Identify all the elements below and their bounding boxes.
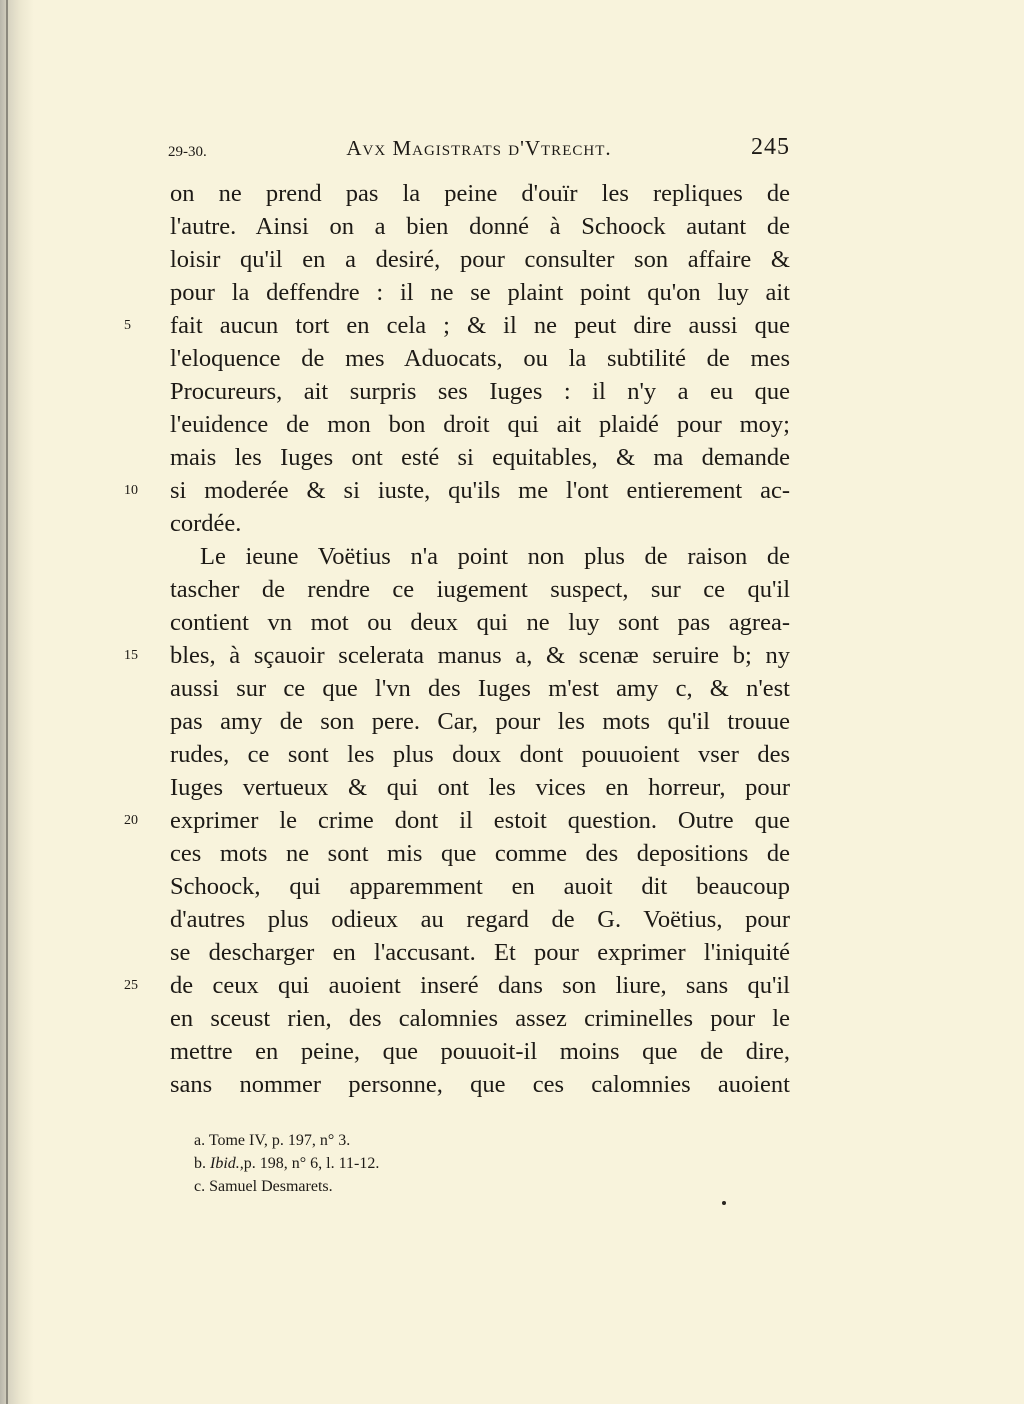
text-line (170, 210, 790, 243)
line-text: l'euidence de mon bon droit qui ait plaidé pour moy; (170, 411, 790, 438)
page-number: 245 (751, 134, 790, 160)
line-text: mettre en peine, que pouuoit-il moins que de dire, (170, 1038, 790, 1065)
text-line (170, 837, 790, 870)
line-text: on ne prend pas la peine d'ouïr les repliques de (170, 180, 790, 207)
line-text: bles, à sçauoir scelerata manus a, & scenæ seruire b; ny (170, 642, 790, 669)
footnote-mark: a. (194, 1132, 206, 1149)
footnote-text: Samuel Desmarets. (209, 1178, 333, 1195)
line-text: loisir qu'il en a desiré, pour consulter son affaire & (170, 246, 790, 273)
text-line (124, 309, 790, 342)
text-line (124, 804, 790, 837)
text-line (170, 606, 790, 639)
line-number: 20 (124, 813, 138, 828)
line-text: se descharger en l'accusant. Et pour exprimer l'iniquité (170, 939, 790, 966)
footnote-ibid: Ibid., (210, 1155, 244, 1172)
text-line (170, 771, 790, 804)
line-text: Schoock, qui apparemment en auoit dit beaucoup (170, 873, 790, 900)
line-text: de ceux qui auoient inseré dans son liure, sans qu'il (170, 972, 790, 999)
line-text: l'eloquence de mes Aduocats, ou la subtilité de mes (170, 345, 790, 372)
text-line (170, 276, 790, 309)
text-line (170, 1002, 790, 1035)
text-line (170, 903, 790, 936)
text-line (170, 738, 790, 771)
text-line (170, 1035, 790, 1068)
text-line (170, 705, 790, 738)
footnote-b (194, 1152, 594, 1175)
footnote-text: Tome IV, p. 197, n° 3. (208, 1132, 351, 1149)
line-text: exprimer le crime dont il estoit question. Outre que (170, 807, 790, 834)
text-line (170, 342, 790, 375)
running-title: Avx Magistrats d'Vtrecht. (346, 136, 612, 160)
line-text: mais les Iuges ont esté si equitables, & ma demande (170, 444, 790, 471)
line-text: en sceust rien, des calomnies assez criminelles pour le (170, 1005, 790, 1032)
line-text: fait aucun tort en cela ; & il ne peut dire aussi que (170, 312, 790, 339)
line-text: ces mots ne sont mis que comme des depositions de (170, 840, 790, 867)
footnote-mark: c. (194, 1178, 206, 1195)
line-text: aussi sur ce que l'vn des Iuges m'est amy c, & n'est (170, 675, 790, 702)
footnotes (194, 1129, 594, 1198)
text-line (170, 540, 790, 573)
text-line (170, 573, 790, 606)
line-text: sans nommer personne, que ces calomnies auoient (170, 1071, 790, 1098)
text-line (124, 474, 790, 507)
line-number: 5 (124, 318, 131, 333)
line-text: pas amy de son pere. Car, pour les mots qu'il trouue (170, 708, 790, 735)
line-number: 10 (124, 483, 138, 498)
text-line (170, 375, 790, 408)
text-line (124, 639, 790, 672)
line-text: Iuges vertueux & qui ont les vices en horreur, pour (170, 774, 790, 801)
line-text: Procureurs, ait surpris ses Iuges : il n'y a eu que (170, 378, 790, 405)
text-line (170, 507, 790, 540)
running-header (168, 134, 790, 168)
line-number: 25 (124, 978, 138, 993)
line-text: cordée. (170, 510, 242, 537)
line-text: tascher de rendre ce iugement suspect, sur ce qu'il (170, 576, 790, 603)
footnote-text: p. 198, n° 6, l. 11-12. (243, 1155, 380, 1172)
line-text: contient vn mot ou deux qui ne luy sont pas agrea- (170, 609, 790, 636)
text-line (170, 936, 790, 969)
text-line (170, 408, 790, 441)
ink-speck (722, 1201, 726, 1205)
line-text: Le ieune Voëtius n'a point non plus de raison de (200, 543, 790, 570)
section-reference: 29-30. (168, 144, 207, 160)
text-line (170, 870, 790, 903)
line-text: pour la deffendre : il ne se plaint point qu'on luy ait (170, 279, 790, 306)
line-text: l'autre. Ainsi on a bien donné à Schoock autant de (170, 213, 790, 240)
text-line (170, 177, 790, 210)
line-number: 15 (124, 648, 138, 663)
footnote-c (194, 1175, 594, 1198)
text-line (170, 441, 790, 474)
text-line (170, 1068, 790, 1101)
line-text: d'autres plus odieux au regard de G. Voëtius, pour (170, 906, 790, 933)
line-text: rudes, ce sont les plus doux dont pouuoient vser des (170, 741, 790, 768)
body-text (124, 177, 790, 1101)
gutter-line (6, 0, 8, 1404)
text-line (124, 969, 790, 1002)
text-line (170, 243, 790, 276)
line-text: si moderée & si iuste, qu'ils me l'ont entierement ac- (170, 477, 790, 504)
footnote-mark: b. (194, 1155, 206, 1172)
text-line (170, 672, 790, 705)
footnote-a (194, 1129, 594, 1152)
